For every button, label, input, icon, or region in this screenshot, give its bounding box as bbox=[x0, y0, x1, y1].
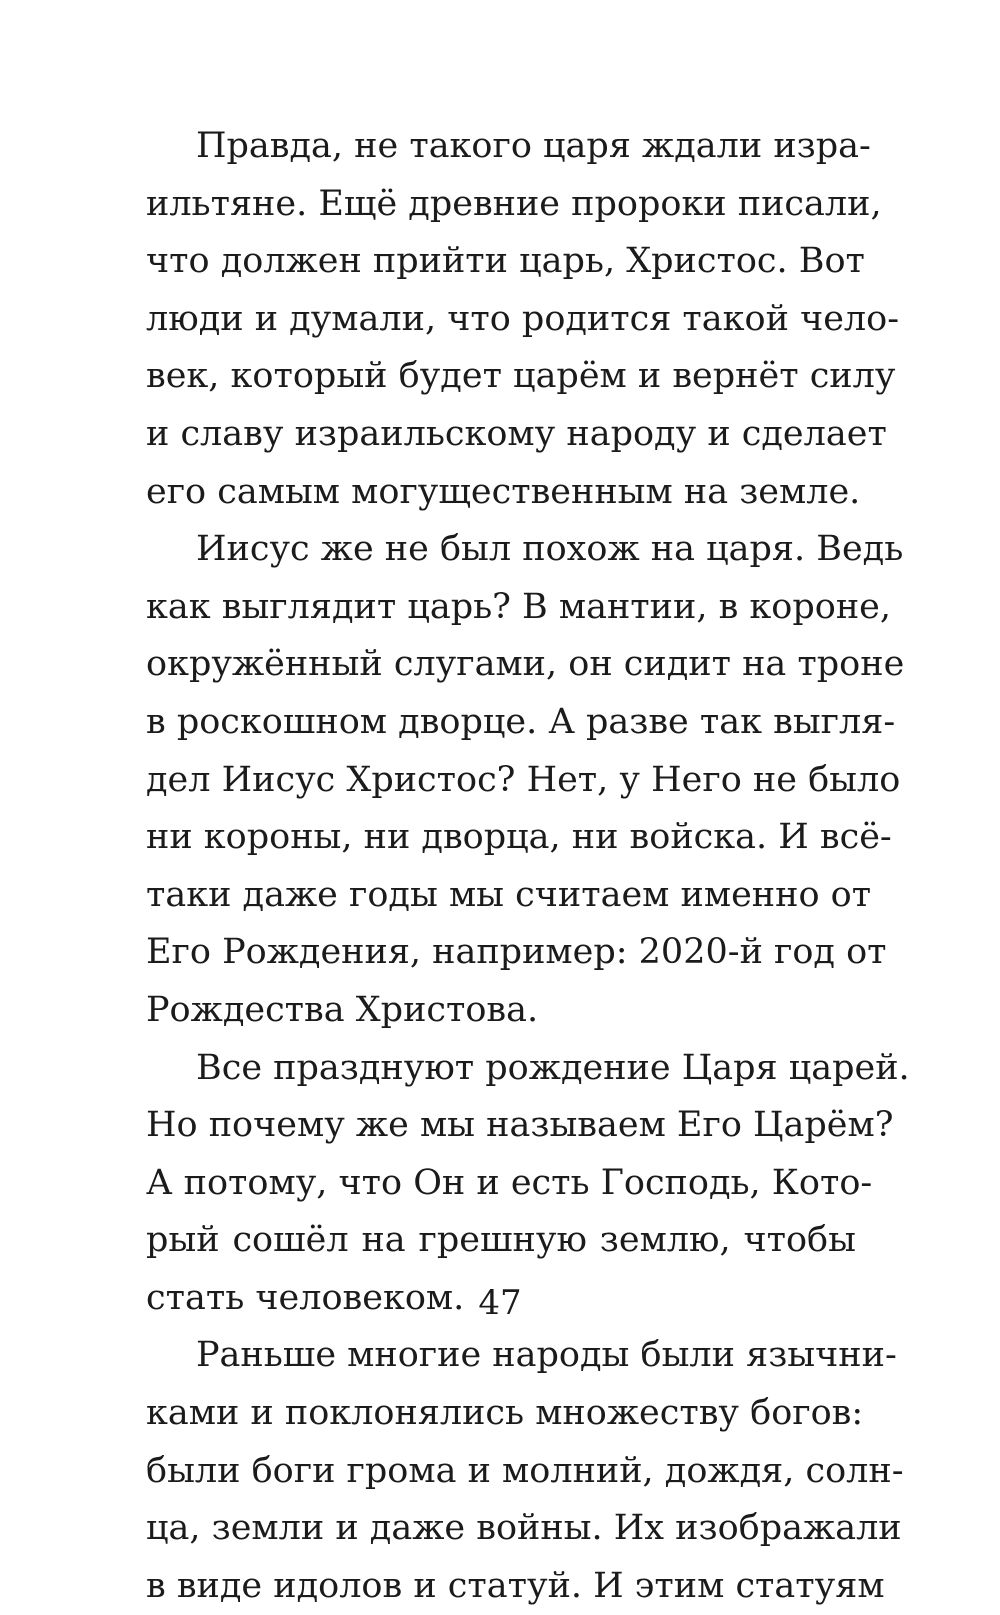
text-line: Но почему же мы называем Его Царём? bbox=[146, 1105, 894, 1146]
text-line: окружённый слугами, он сидит на троне bbox=[146, 644, 905, 685]
text-line: рый сошёл на грешную землю, чтобы bbox=[146, 1220, 856, 1261]
text-line: что должен прийти царь, Христос. Вот bbox=[146, 241, 865, 282]
text-line: его самым могущественным на земле. bbox=[146, 471, 861, 512]
text-line: Его Рождения, например: 2020-й год от bbox=[146, 932, 887, 973]
text-line: в виде идолов и статуй. И этим статуям bbox=[146, 1565, 885, 1606]
text-line: А потому, что Он и есть Господь, Кото- bbox=[146, 1162, 873, 1203]
text-line: Раньше многие народы были язычни- bbox=[196, 1335, 897, 1376]
text-line: дел Иисус Христос? Нет, у Него не было bbox=[146, 759, 901, 800]
page-body-text bbox=[146, 118, 910, 1615]
paragraph-1 bbox=[146, 118, 900, 521]
paragraph-2 bbox=[146, 521, 905, 1039]
text-line: ильтяне. Ещё древние пророки писали, bbox=[146, 183, 882, 224]
text-line: Все празднуют рождение Царя царей. bbox=[196, 1047, 910, 1088]
text-line: ками и поклонялись множеству богов: bbox=[146, 1393, 864, 1434]
text-line: в роскошном дворце. А разве так выгля- bbox=[146, 701, 896, 742]
text-line: век, который будет царём и вернёт силу bbox=[146, 356, 896, 397]
text-line: ца, земли и даже войны. Их изображали bbox=[146, 1508, 902, 1549]
text-line: Правда, не такого царя ждали изра- bbox=[196, 126, 871, 166]
text-line: ни короны, ни дворца, ни войска. И всё- bbox=[146, 817, 892, 858]
text-line: как выглядит царь? В мантии, в короне, bbox=[146, 586, 891, 627]
paragraph-4 bbox=[146, 1327, 904, 1615]
text-line: люди и думали, что родится такой чело- bbox=[146, 298, 900, 339]
text-line: и славу израильскому народу и сделает bbox=[146, 413, 887, 454]
text-line: стать человеком. bbox=[146, 1277, 465, 1318]
text-line: были боги грома и молний, дождя, солн- bbox=[146, 1450, 904, 1491]
text-line: таки даже годы мы считаем именно от bbox=[146, 874, 872, 915]
text-line: Рождества Христова. bbox=[146, 989, 539, 1030]
page-number: 47 bbox=[478, 1283, 522, 1323]
text-line: Иисус же не был похож на царя. Ведь bbox=[196, 529, 904, 570]
